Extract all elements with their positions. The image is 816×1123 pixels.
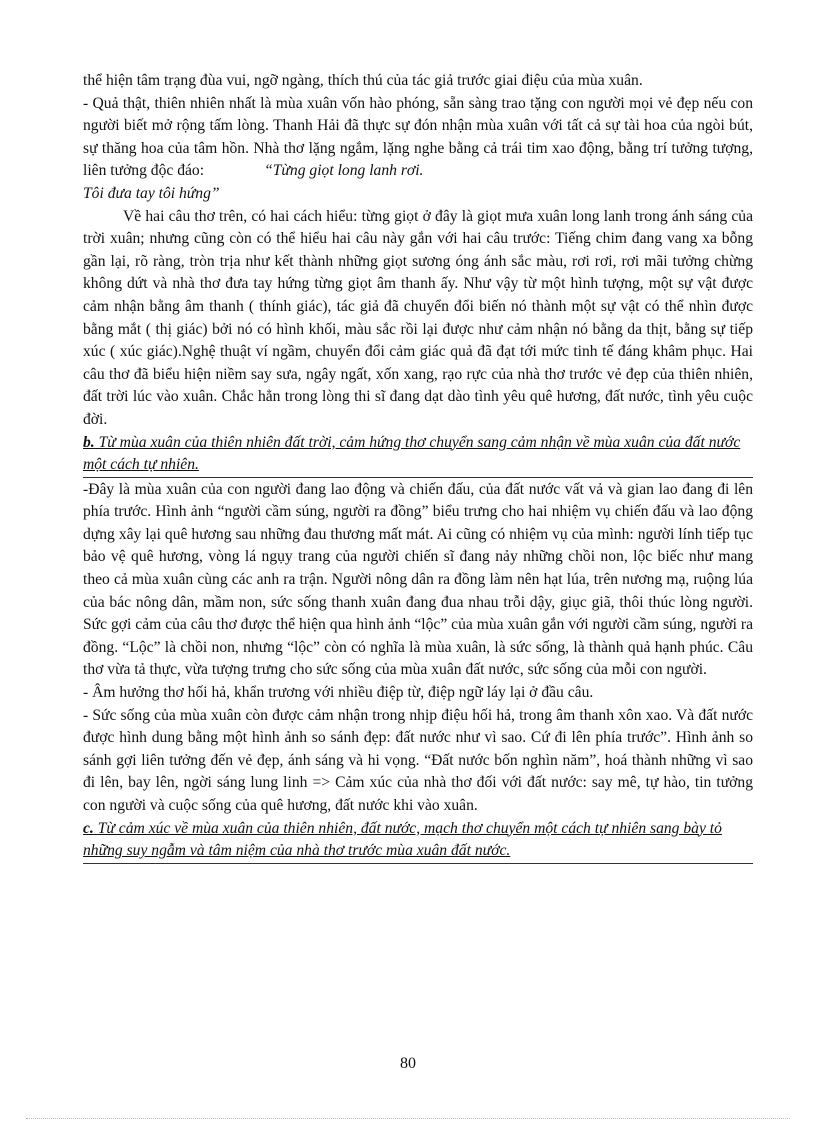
paragraph-rhythm: - Âm hưởng thơ hối hả, khẩn trương với nhiều điệp từ, điệp ngữ láy lại ở đầu câu.: [83, 684, 594, 702]
document-page: [83, 70, 753, 865]
verse-line-2: Tôi đưa tay tôi hứng”: [83, 184, 220, 202]
verse-line-1: “Từng giọt long lanh rơi.: [264, 162, 424, 180]
paragraph-country-spring: -Đây là mùa xuân của con người đang lao động và chiến đấu, của đất nước vất vả và gian lao đang đi lên phía trước. Hình ảnh “người cầm súng, người ra đồng” biểu trưng cho hai nhiệm vụ chiến đấu và lao động dựng xây lại quê hương sau những đau thương mất mát. Ai cũng có nhiệm vụ của mình: người lính tiếp tục bảo vệ quê hương, vòng lá ngụy trang của người chiến sĩ đang nảy những chồi non, lộc biếc như mang theo cả mùa xuân cùng các anh ra trận. Người nông dân ra đồng làm nên hạt lúa, trên nương mạ, ruộng lúa của bác nông dân, mầm non, sức sống thanh xuân đang đua nhau trỗi dậy, giục giã, thôi thúc lòng người. Sức gợi cảm của câu thơ được thể hiện qua hình ảnh “lộc” của mùa xuân gắn với người cầm súng, người ra đồng. “Lộc” là chồi non, nhưng “lộc” còn có nghĩa là mùa xuân, là sức sống, là thành quả hạnh phúc. Câu thơ vừa tả thực, vừa tượng trưng cho sức sống của mùa xuân đất nước, sức sống của mỗi con người.: [83, 480, 753, 679]
section-heading-b-text: Từ mùa xuân của thiên nhiên đất trời, cảm hứng thơ chuyển sang cảm nhận về mùa xuân của đất nước một cách tự nhiên.: [83, 433, 741, 474]
paragraph-nature-text: - Quả thật, thiên nhiên nhất là mùa xuân vốn hào phóng, sẵn sàng trao tặng con người mọi vẻ đẹp nếu con người biết mở rộng tấm lòng. Thanh Hải đã thực sự đón nhận mùa xuân với tất cả sự tài hoa của ngòi bút, sự thăng hoa của tâm hồn. Nhà thơ lặng ngắm, lặng nghe bằng cả trái tim xao động, bằng trí tưởng tượng, liên tưởng độc đáo:: [83, 94, 753, 180]
heading-rule-c: [83, 863, 753, 864]
section-marker-b: b.: [83, 433, 95, 451]
section-marker-c: c.: [83, 819, 94, 837]
paragraph-analysis: Về hai câu thơ trên, có hai cách hiểu: từng giọt ở đây là giọt mưa xuân long lanh trong ánh sáng của trời xuân; nhưng cũng còn có thể hiểu hai câu này gắn với hai câu trước: Tiếng chim đang vang xa bỗng gần lại, rõ ràng, tròn trịa như kết thành những giọt sương óng ánh sắc màu, rơi rơi, rơi mãi tưởng chừng không dứt và nhà thơ đưa tay hứng từng giọt âm thanh ấy. Như vậy từ một hình tượng, một sự vật được cảm nhận bằng âm thanh ( thính giác), tác giả đã chuyển đổi biến nó thành một sự vật có thể nhìn được bằng mắt ( thị giác) bởi nó có hình khối, màu sắc rồi lại được như cảm nhận nó bằng da thịt, bằng sự tiếp xúc ( xúc giác).Nghệ thuật ví ngầm, chuyển đổi cảm giác quả đã đạt tới mức tinh tế đáng khâm phục. Hai câu thơ đã biểu hiện niềm say sưa, ngây ngất, xốn xang, rạo rực của nhà thơ trước vẻ đẹp của thiên nhiên, đất trời lúc vào xuân. Chắc hẳn trong lòng thi sĩ đang dạt dào tình yêu quê hương, đất nước, tình yêu cuộc đời.: [83, 207, 753, 428]
section-heading-c-text: Từ cảm xúc về mùa xuân của thiên nhiên, đất nước, mạch thơ chuyển một cách tự nhiên sang bày tỏ những suy ngẫm và tâm niệm của nhà thơ trước mùa xuân đất nước.: [83, 819, 722, 860]
section-heading-b: [83, 432, 753, 477]
paragraph-nature: [83, 93, 753, 183]
heading-rule-b: [83, 477, 753, 478]
paragraph-intro: thể hiện tâm trạng đùa vui, ngỡ ngàng, thích thú của tác giả trước giai điệu của mùa xuân.: [83, 72, 643, 89]
page-number: 80: [400, 1055, 416, 1072]
footer-dotted-rule: [26, 1118, 790, 1119]
paragraph-vitality: - Sức sống của mùa xuân còn được cảm nhận trong nhịp điệu hối hả, trong âm thanh xôn xao. Và đất nước được hình dung bằng một hình ảnh so sánh đẹp: đất nước như vì sao. Cứ đi lên phía trước”. Hình ảnh so sánh gợi liên tưởng đến vẻ đẹp, ánh sáng và hi vọng. “Đất nước bốn nghìn năm”, hoá thành những vì sao đi lên, bay lên, ngời sáng lung linh => Cảm xúc của nhà thơ đối với đất nước: say mê, tự hào, tin tưởng con người và cuộc sống của quê hương, đất nước khi vào xuân.: [83, 706, 753, 814]
section-heading-c: [83, 818, 753, 863]
